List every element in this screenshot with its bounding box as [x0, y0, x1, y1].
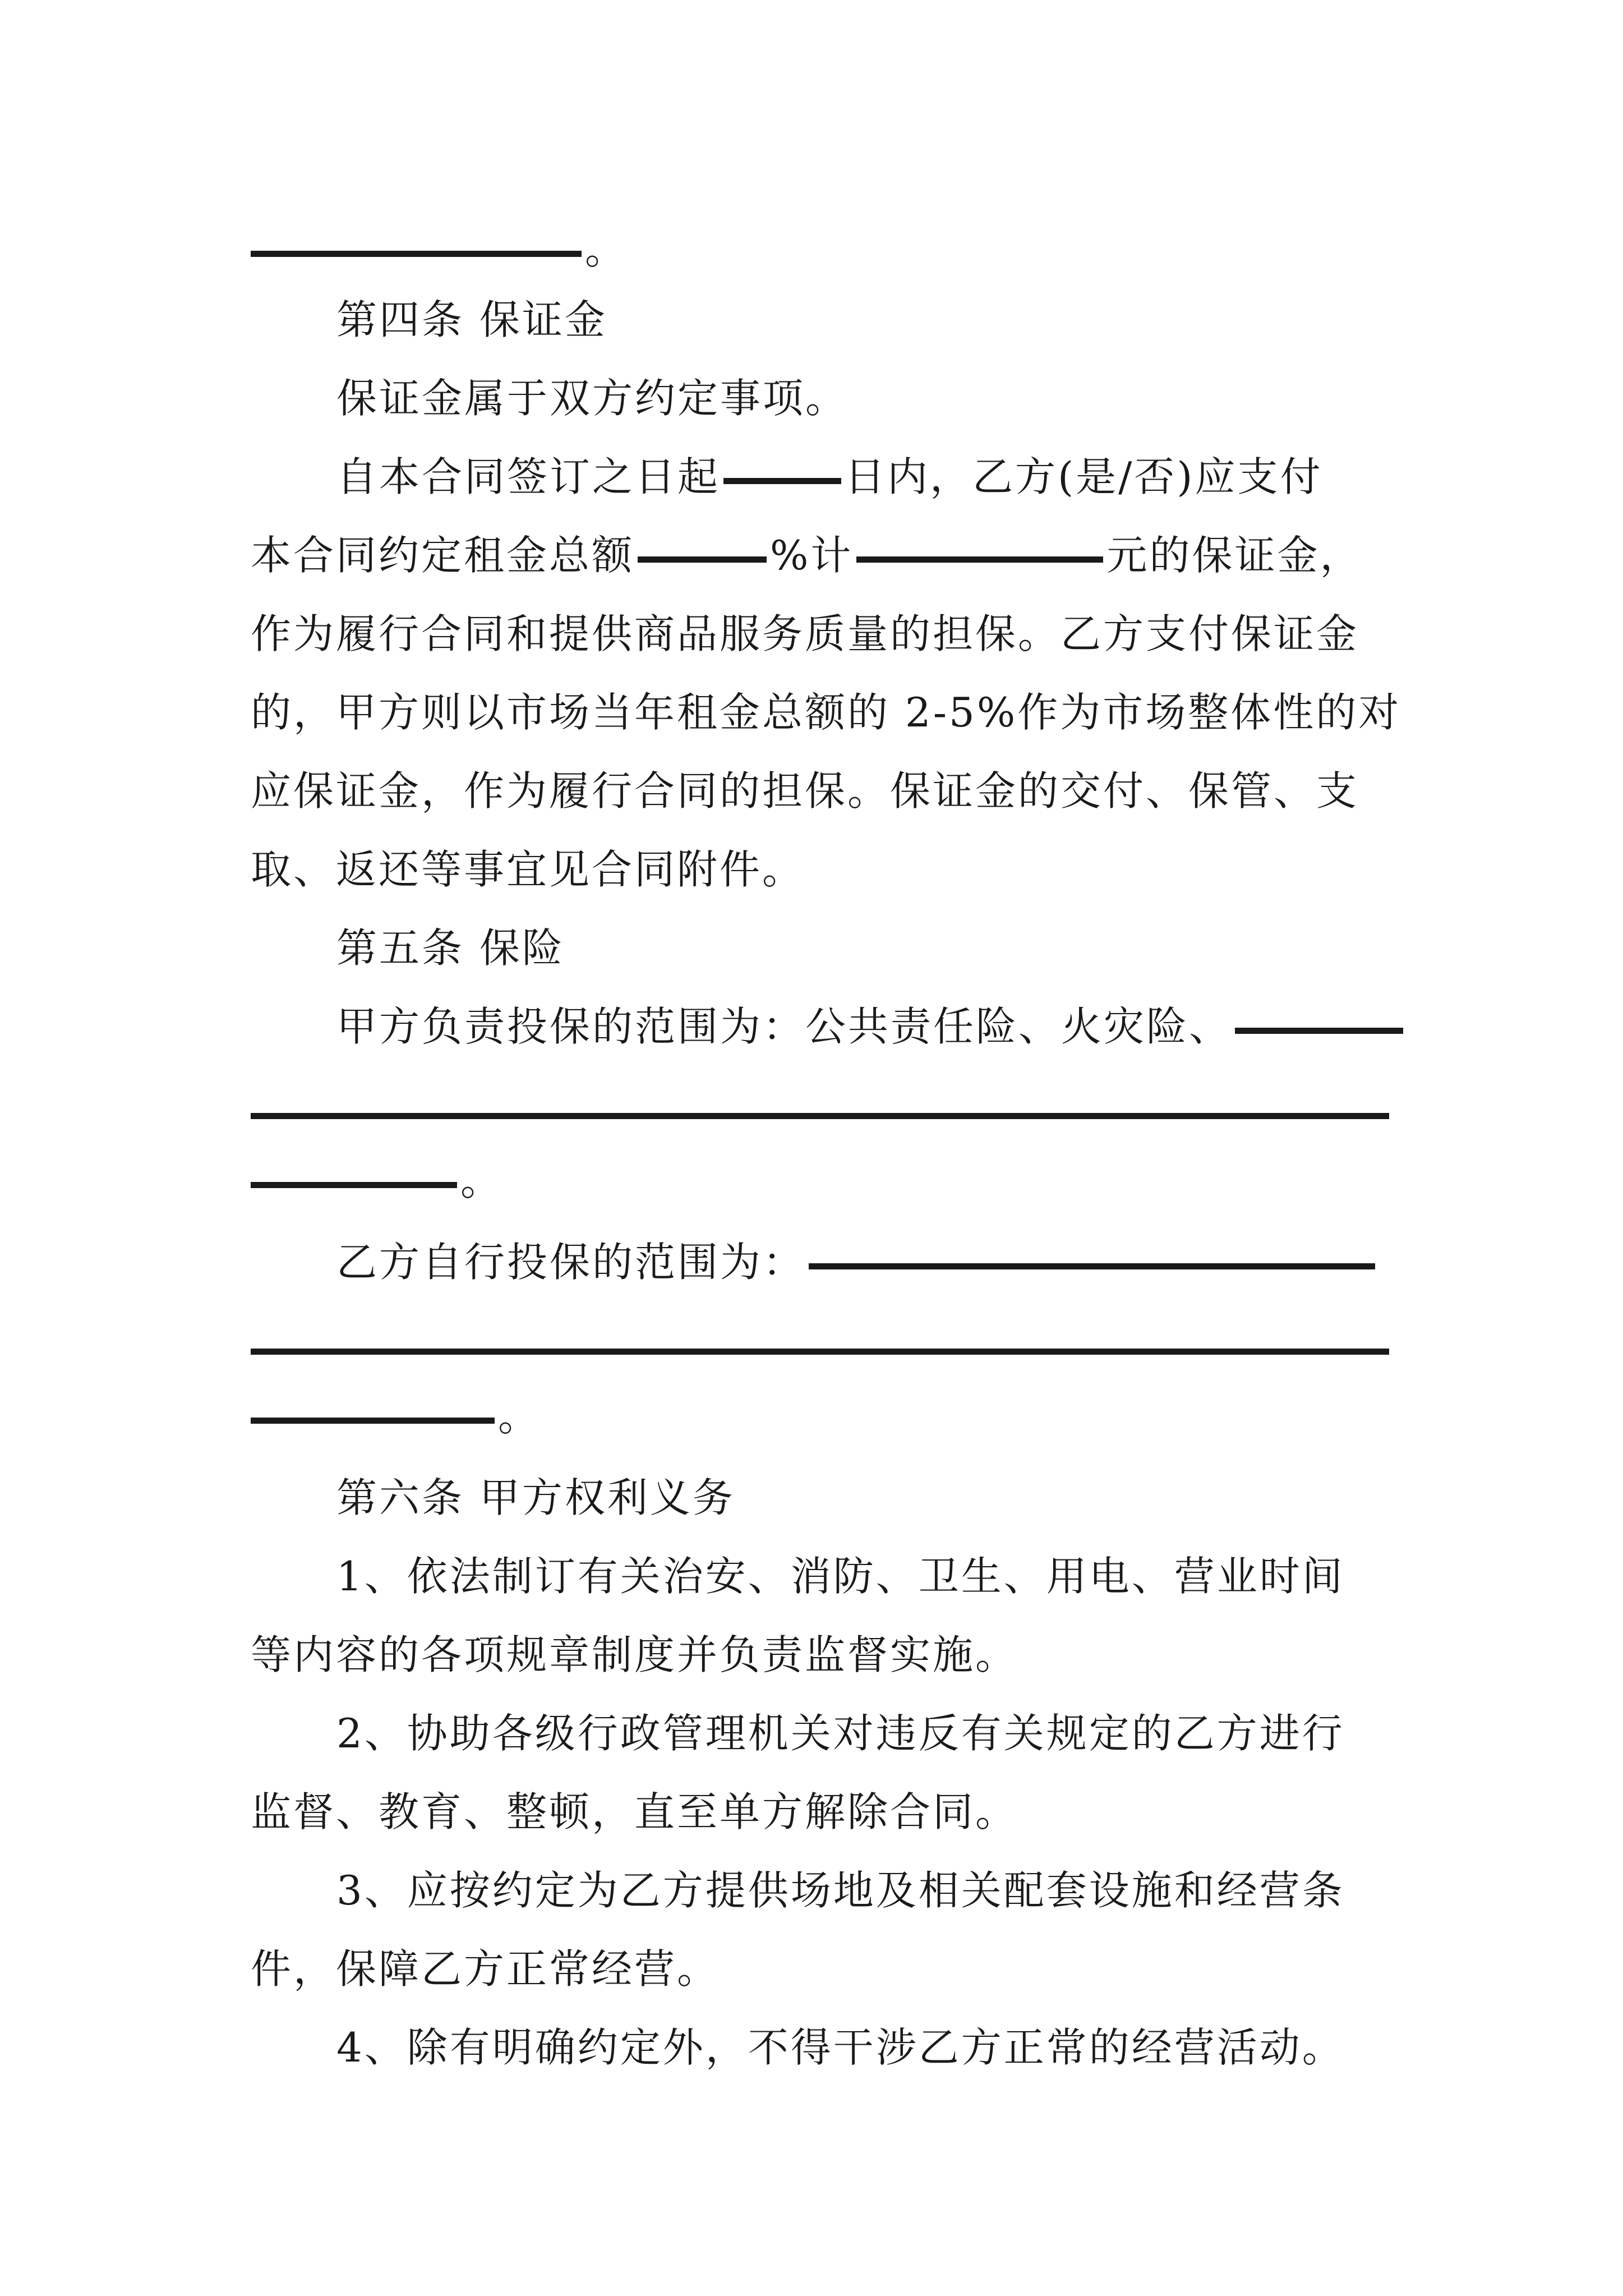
article4-paragraph2-line6: 取、返还等事宜见合同附件。 — [251, 846, 805, 893]
party-b-insurance-blank-end[interactable] — [251, 1418, 495, 1424]
article4-paragraph2-line5: 应保证金，作为履行合同的担保。保证金的交付、保管、支 — [251, 767, 1359, 815]
article6-item1-line2: 等内容的各项规章制度并负责监督实施。 — [251, 1631, 1018, 1678]
party-a-insurance-blank[interactable] — [1235, 1028, 1403, 1034]
article5-paragraph1-line3: 。 — [251, 1142, 1389, 1220]
article6-item4: 4、除有明确约定外，不得干涉乙方正常的经营活动。 — [336, 2024, 1345, 2071]
article4-heading: 第四条 保证金 — [336, 296, 607, 343]
article4-paragraph2-line1: 自本合同签订之日起 日内，乙方(是/否)应支付 — [336, 453, 1323, 500]
article6-heading: 第六条 甲方权利义务 — [336, 1474, 735, 1521]
article5-paragraph1-line2 — [251, 1066, 1389, 1144]
article4-paragraph2-line4: 的，甲方则以市场当年租金总额的 2-5%作为市场整体性的对 — [251, 689, 1401, 736]
amount-blank[interactable] — [856, 556, 1103, 563]
article6-item3-line1: 3、应按约定为乙方提供场地及相关配套设施和经营条 — [336, 1867, 1345, 1914]
days-blank[interactable] — [723, 478, 841, 484]
fill-blank[interactable] — [251, 251, 582, 257]
article6-item1-line1: 1、依法制订有关治安、消防、卫生、用电、营业时间 — [336, 1553, 1345, 1600]
article4-paragraph2-line2: 本合同约定租金总额 %计 元的保证金， — [251, 532, 1363, 579]
article5-paragraph2-line2 — [251, 1301, 1389, 1380]
article5-paragraph1-line1: 甲方负责投保的范围为：公共责任险、火灾险、 — [336, 987, 1389, 1066]
party-a-insurance-blank-end[interactable] — [251, 1182, 457, 1188]
party-b-insurance-blank[interactable] — [809, 1263, 1375, 1269]
punctuation: 。 — [585, 226, 628, 273]
party-b-insurance-blank-continued[interactable] — [251, 1349, 1389, 1355]
article5-paragraph2-line3: 。 — [251, 1377, 1389, 1456]
article6-item3-line2: 件，保障乙方正常经营。 — [251, 1945, 720, 1993]
party-a-insurance-blank-continued[interactable] — [251, 1113, 1389, 1119]
article5-heading: 第五条 保险 — [336, 924, 565, 972]
article4-paragraph1: 保证金属于双方约定事项。 — [336, 375, 849, 422]
continued-blank-line — [251, 210, 1389, 289]
article5-paragraph2-line1: 乙方自行投保的范围为： — [336, 1223, 1389, 1301]
article4-paragraph2-line3: 作为履行合同和提供商品服务质量的担保。乙方支付保证金 — [251, 610, 1359, 657]
article6-item2-line1: 2、协助各级行政管理机关对违反有关规定的乙方进行 — [336, 1710, 1345, 1757]
percent-blank[interactable] — [638, 556, 767, 563]
article6-item2-line2: 监督、教育、整顿，直至单方解除合同。 — [251, 1788, 1018, 1835]
